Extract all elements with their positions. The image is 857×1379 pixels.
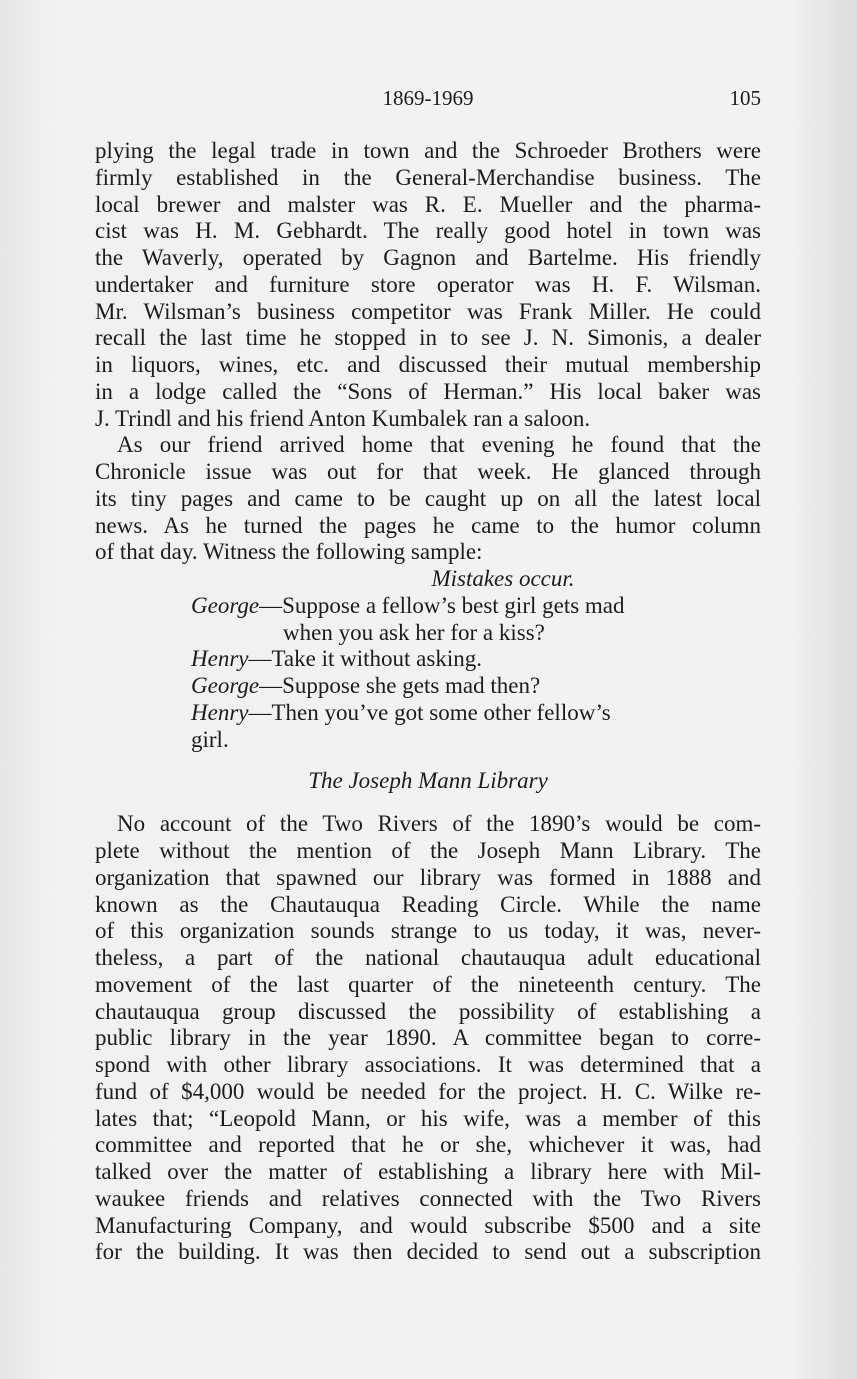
text-line: in a lodge called the “Sons of Herman.” His local baker was	[95, 378, 761, 404]
text-line: of that day. Witness the following sample:	[95, 539, 483, 565]
text-line: known as the Chautauqua Reading Circle. While the name	[95, 891, 761, 917]
text-line: fund of $4,000 would be needed for the project. H. C. Wilke re-	[95, 1078, 761, 1104]
text-line: news. As he turned the pages he came to the humor column	[95, 512, 761, 538]
text-line: talked over the matter of establishing a library here with Mil-	[95, 1159, 761, 1184]
running-title: 1869-1969	[382, 86, 474, 110]
text-line: organization that spawned our library was formed in 1888 and	[95, 864, 761, 890]
text-line: spond with other library associations. It was determined that a	[95, 1052, 761, 1077]
paragraph-humor-intro	[95, 432, 761, 566]
text-line: Mr. Wilsman’s business competitor was Frank Miller. He could	[95, 298, 761, 324]
text-line: in liquors, wines, etc. and discussed their mutual membership	[95, 352, 761, 377]
text-line: lates that; “Leopold Mann, or his wife, was a member of this	[95, 1105, 761, 1131]
text-line: for the building. It was then decided to send out a subscription	[95, 1239, 761, 1265]
section-title: The Joseph Mann Library	[308, 768, 548, 794]
text-line: chautauqua group discussed the possibility of establishing a	[95, 998, 761, 1024]
text-line: No account of the Two Rivers of the 1890’s would be com-	[117, 811, 761, 837]
text-line: movement of the last quarter of the nineteenth century. The	[95, 971, 761, 997]
paragraph-library	[95, 811, 761, 1266]
text-line: cist was H. M. Gebhardt. The really good hotel in town was	[95, 218, 761, 244]
text-line: Manufacturing Company, and would subscribe $500 and a site	[95, 1212, 761, 1238]
humor-sample	[95, 566, 761, 753]
speaker-name: Henry	[191, 699, 249, 725]
text-line: Chronicle issue was out for that week. He glanced through	[95, 459, 761, 484]
text-line: the Waverly, operated by Gagnon and Bartelme. His friendly	[95, 245, 761, 270]
speaker-name: George	[191, 592, 260, 618]
humor-line: Henry—Then you’ve got some other fellow’s	[191, 699, 611, 725]
text-line: public library in the year 1890. A committee began to corre-	[95, 1025, 761, 1051]
text-line: J. Trindl and his friend Anton Kumbalek ran a saloon.	[95, 405, 591, 431]
humor-line: Henry—Take it without asking.	[191, 646, 482, 672]
text-line: plying the legal trade in town and the Schroeder Brothers were	[95, 138, 761, 163]
page-header	[95, 86, 761, 116]
text-line: plete without the mention of the Joseph Mann Library. The	[95, 838, 761, 863]
paragraph-continuation	[95, 138, 761, 432]
text-line: committee and reported that he or she, whichever it was, had	[95, 1132, 761, 1158]
text-line: As our friend arrived home that evening he found that the	[117, 432, 761, 458]
text-line: of this organization sounds strange to us today, it was, never-	[95, 918, 761, 944]
text-line: waukee friends and relatives connected with the Two Rivers	[95, 1185, 761, 1211]
humor-line: girl.	[191, 726, 229, 752]
text-line: its tiny pages and came to be caught up on all the latest local	[95, 485, 761, 511]
text-line: local brewer and malster was R. E. Mueller and the pharma-	[95, 191, 761, 217]
text-line: theless, a part of the national chautauqua adult educational	[95, 945, 761, 970]
humor-line: George—Suppose she gets mad then?	[191, 673, 541, 698]
speaker-name: Henry	[191, 646, 249, 672]
humor-title: Mistakes occur.	[431, 566, 575, 591]
text-line: undertaker and furniture store operator was H. F. Wilsman.	[95, 271, 761, 297]
speaker-name: George	[191, 673, 260, 698]
body-text	[95, 138, 761, 1266]
humor-line: George—Suppose a fellow’s best girl gets mad	[191, 592, 625, 618]
humor-line: when you ask her for a kiss?	[283, 619, 545, 645]
text-line: firmly established in the General-Merchandise business. The	[95, 164, 761, 190]
text-line: recall the last time he stopped in to see J. N. Simonis, a dealer	[95, 325, 761, 351]
page-number: 105	[729, 86, 761, 110]
